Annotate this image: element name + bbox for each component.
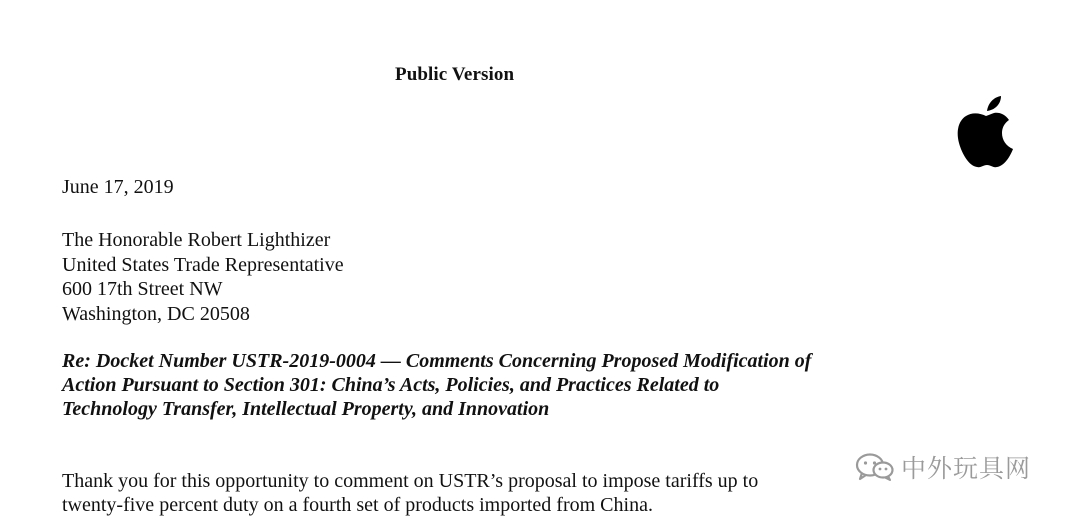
body-line: twenty-five percent duty on a fourth set of products imported from China.	[62, 494, 653, 516]
apple-logo-icon	[956, 96, 1016, 168]
subject-line: Re: Docket Number USTR-2019-0004 — Comments Concerning Proposed Modification of	[62, 350, 812, 372]
subject-line: Technology Transfer, Intellectual Property, and Innovation	[62, 398, 550, 420]
address-line: Washington, DC 20508	[62, 302, 250, 325]
watermark-text: 中外玩具网	[901, 454, 1032, 483]
address-line: United States Trade Representative	[62, 253, 344, 276]
address-line: 600 17th Street NW	[62, 278, 223, 300]
recipient-address-block	[62, 228, 344, 326]
wechat-icon	[855, 452, 895, 482]
document-header-title: Public Version	[395, 64, 515, 85]
letter-date: June 17, 2019	[62, 176, 174, 198]
subject-line: Action Pursuant to Section 301: China’s Acts, Policies, and Practices Related to	[62, 374, 720, 396]
watermark	[855, 452, 1031, 482]
subject-line-block	[62, 349, 811, 421]
apple-logo-shape	[956, 96, 1016, 168]
address-line: The Honorable Robert Lighthizer	[62, 229, 331, 251]
letter-body	[62, 469, 758, 517]
body-line: Thank you for this opportunity to comment on USTR’s proposal to impose tariffs up to	[62, 470, 759, 492]
